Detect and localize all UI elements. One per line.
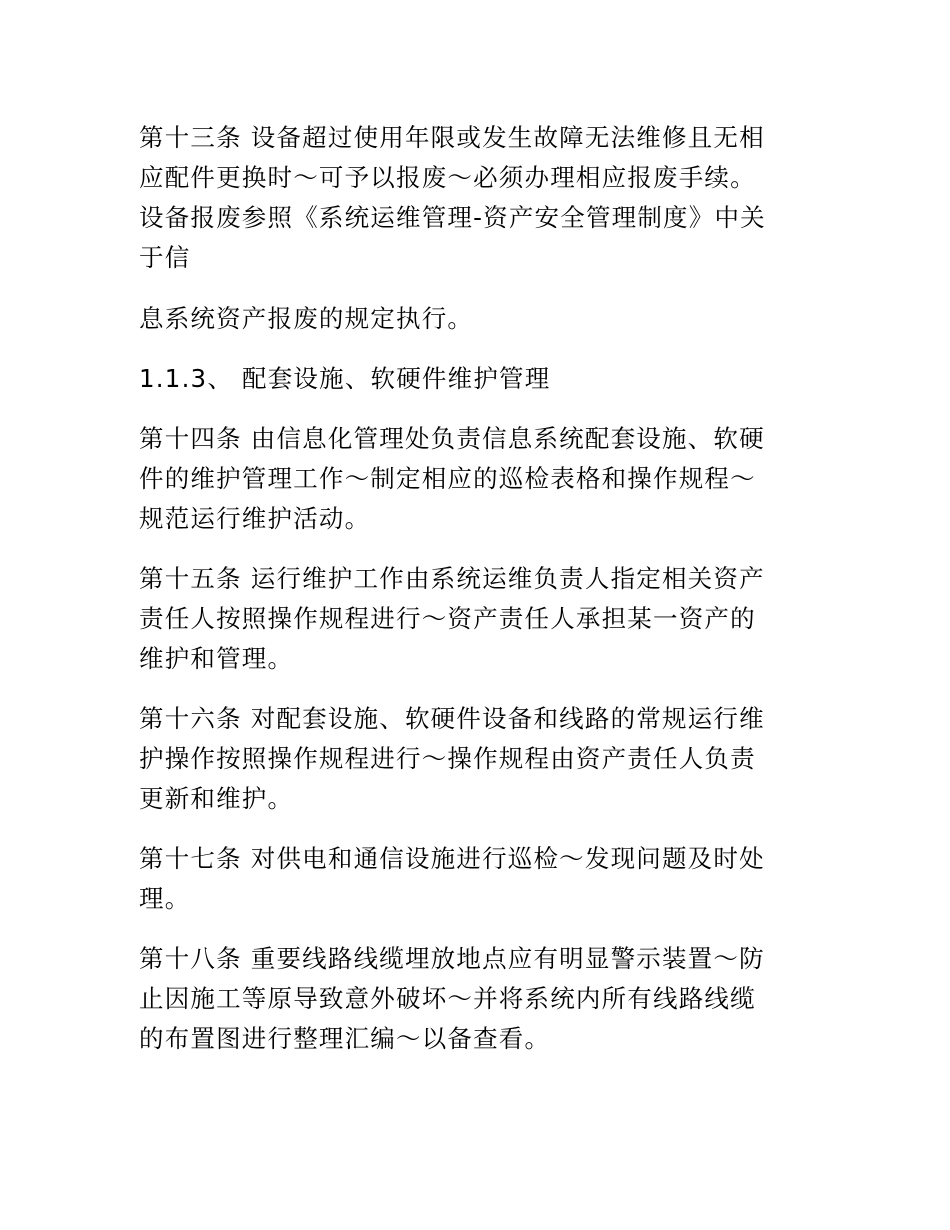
text-line: 护操作按照操作规程进行～操作规程由资产责任人负责: [139, 744, 756, 773]
paragraph-article-17: [139, 839, 819, 919]
text-line: 第十三条 设备超过使用年限或发生故障无法维修且无相: [139, 123, 765, 152]
text-line: 更新和维护。: [139, 784, 294, 813]
paragraph-article-13-part-2: [139, 299, 819, 339]
text-line: 第十五条 运行维护工作由系统运维负责人指定相关资产: [139, 564, 765, 593]
paragraph-article-14: [139, 419, 819, 539]
text-line: 第十八条 重要线路线缆埋放地点应有明显警示装置～防: [139, 944, 765, 973]
text-line: 件的维护管理工作～制定相应的巡检表格和操作规程～: [139, 464, 756, 493]
text-line: 息系统资产报废的规定执行。: [139, 304, 474, 333]
text-line: 于信: [139, 243, 191, 272]
text-line: 责任人按照操作规程进行～资产责任人承担某一资产的: [139, 604, 756, 633]
text-line: 维护和管理。: [139, 644, 294, 673]
paragraph-article-16: [139, 699, 819, 819]
section-heading-text: 1.1.3、 配套设施、软硬件维护管理: [139, 364, 551, 393]
text-line: 应配件更换时～可予以报废～必须办理相应报废手续。: [139, 163, 756, 192]
paragraph-article-18: [139, 939, 819, 1059]
text-line: 第十六条 对配套设施、软硬件设备和线路的常规运行维: [139, 704, 765, 733]
text-line: 设备报废参照《系统运维管理-资产安全管理制度》中关: [139, 203, 766, 232]
text-line: 第十七条 对供电和通信设施进行巡检～发现问题及时处: [139, 844, 765, 873]
text-line: 的布置图进行整理汇编～以备查看。: [139, 1024, 551, 1053]
text-line: 理。: [139, 884, 191, 913]
text-line: 第十四条 由信息化管理处负责信息系统配套设施、软硬: [139, 424, 765, 453]
text-line: 规范运行维护活动。: [139, 504, 371, 533]
paragraph-article-15: [139, 559, 819, 679]
section-heading: [139, 359, 819, 399]
paragraph-article-13-part-1: [139, 118, 819, 278]
text-line: 止因施工等原导致意外破坏～并将系统内所有线路线缆: [139, 984, 756, 1013]
